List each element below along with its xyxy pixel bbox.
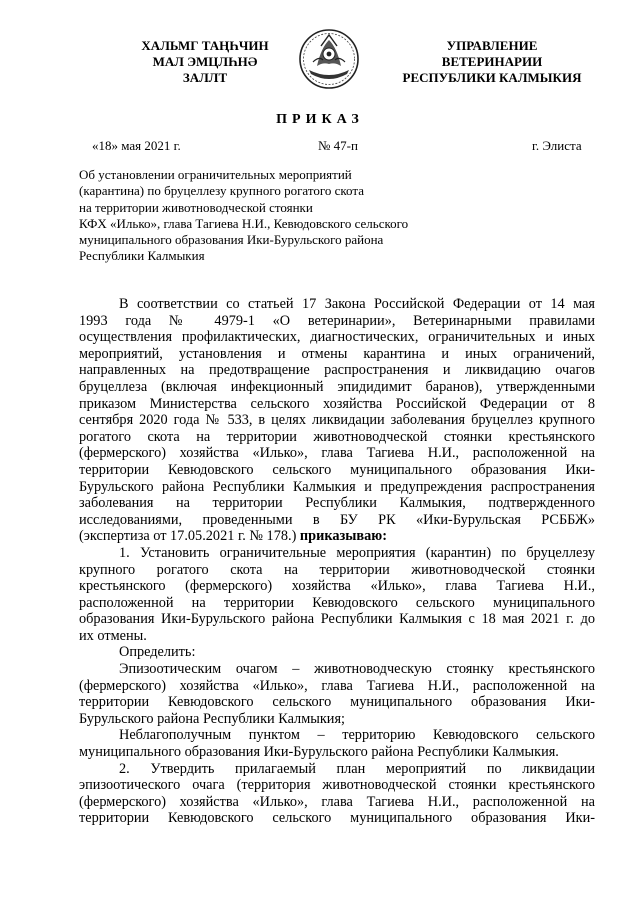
- body-line: их отмены.: [79, 627, 147, 644]
- document-number: № 47-п: [318, 138, 358, 153]
- subject-line: на территории животноводческой стоянки: [79, 199, 313, 215]
- header-left-org: [105, 38, 305, 86]
- header-right-org: [392, 38, 592, 86]
- body-line: [79, 528, 595, 545]
- body-line: бруцеллеза (включая инфекционный эпидидимит баранов), утвержденными: [79, 378, 595, 395]
- body-line: сентября 2020 года № 533, в целях ликвидации заболевания бруцеллез крупного: [79, 412, 595, 429]
- document-date: «18» мая 2021 г.: [92, 138, 181, 153]
- body-line: образования Ики-Бурульского района Республики Калмыкия с 18 мая 2021 г. до: [79, 611, 595, 628]
- document-city: г. Элиста: [532, 138, 582, 153]
- body-line: территории Кевюдовского сельского муниципального образования Ики-: [79, 810, 595, 827]
- body-line: приказом Министерства сельского хозяйства Российской Федерации от 8: [79, 395, 595, 412]
- header-left-line: ЗАЛЛТ: [182, 70, 228, 85]
- body-line: рогатого скота на территории животноводческой стоянки крестьянского: [79, 428, 595, 445]
- body-line: территории Кевюдовского сельского муниципального образования Ики-: [79, 694, 595, 711]
- document-title: ПРИКАЗ: [276, 112, 364, 127]
- body-line: крупного рогатого скота на территории животноводческой стоянки: [79, 561, 595, 578]
- header-right-line: УПРАВЛЕНИЕ: [446, 38, 538, 53]
- document-subject: [79, 167, 499, 265]
- body-line: (фермерского) хозяйства «Илько», глава Тагиева Н.И., расположенной на: [79, 445, 595, 462]
- header-right-line: РЕСПУБЛИКИ КАЛМЫКИЯ: [402, 70, 582, 85]
- subject-line: (карантина) по бруцеллезу крупного рогатого скота: [79, 183, 364, 199]
- body-line: Определить:: [119, 644, 196, 661]
- document-body: [79, 296, 595, 827]
- body-line: расположенной на территории Кевюдовского сельского муниципального: [79, 594, 595, 611]
- header-left-line: МАЛ ЭМЦЛҺНӘ: [152, 54, 258, 69]
- body-line: 1. Установить ограничительные мероприятия (карантин) по бруцеллезу: [119, 544, 595, 561]
- body-line: (фермерского) хозяйства «Илько», глава Тагиева Н.И., расположенной на: [79, 677, 595, 694]
- body-line: заболевания на территории Республики Калмыкия, подтвержденного: [79, 495, 595, 512]
- body-line: исследованиями, проведенными в БУ РК «Ики-Бурульская РСББЖ»: [79, 511, 595, 528]
- expertise-reference: (экспертиза от 17.05.2021 г. № 178.): [79, 528, 297, 545]
- body-line: В соответствии со статьей 17 Закона Российской Федерации от 14 мая: [119, 296, 595, 312]
- header-left-line: ХАЛЬМГ ТАҢҺЧИН: [141, 38, 269, 53]
- subject-line: КФХ «Илько», глава Тагиева Н.И., Кевюдовского сельского: [79, 215, 409, 231]
- body-line: эпизоотического очага (территория животноводческой стоянки крестьянского: [79, 777, 595, 794]
- subject-line: Об установлении ограничительных мероприятий: [79, 167, 352, 182]
- subject-line: муниципального образования Ики-Бурульского района: [79, 232, 384, 248]
- header-right-line: ВЕТЕРИНАРИИ: [441, 54, 543, 69]
- body-line: Бурульского района Республики Калмыкия и предупреждения распространения: [79, 478, 595, 495]
- body-line: направленных на предотвращение распространения и ликвидацию очагов: [79, 362, 595, 379]
- order-keyword: приказываю:: [299, 528, 387, 545]
- subject-line: Республики Калмыкия: [79, 248, 205, 264]
- body-line: муниципального образования Ики-Бурульского района Республики Калмыкия.: [79, 744, 559, 761]
- body-line: Эпизоотическим очагом – животноводческую стоянку крестьянского: [119, 661, 595, 678]
- body-line: мероприятий, установления и отмены карантина и иных ограничений,: [79, 345, 595, 362]
- body-line: осуществления профилактических, диагностических, ограничительных и иных: [79, 329, 595, 346]
- body-line: 1993 года № 4979-1 «О ветеринарии», Ветеринарными правилами: [79, 312, 595, 329]
- body-line: крестьянского (фермерского) хозяйства «Илько», глава Тагиева Н.И.,: [79, 578, 595, 595]
- body-line: 2. Утвердить прилагаемый план мероприятий по ликвидации: [119, 760, 595, 777]
- body-line: (фермерского) хозяйства «Илько», глава Тагиева Н.И., расположенной на: [79, 793, 595, 810]
- body-line: территории Кевюдовского сельского муниципального образования Ики-: [79, 461, 595, 478]
- body-line: Неблагополучным пунктом – территорию Кевюдовского сельского: [119, 727, 595, 744]
- body-line: Бурульского района Республики Калмыкия;: [79, 710, 345, 727]
- kalmykia-emblem-icon: [297, 26, 361, 90]
